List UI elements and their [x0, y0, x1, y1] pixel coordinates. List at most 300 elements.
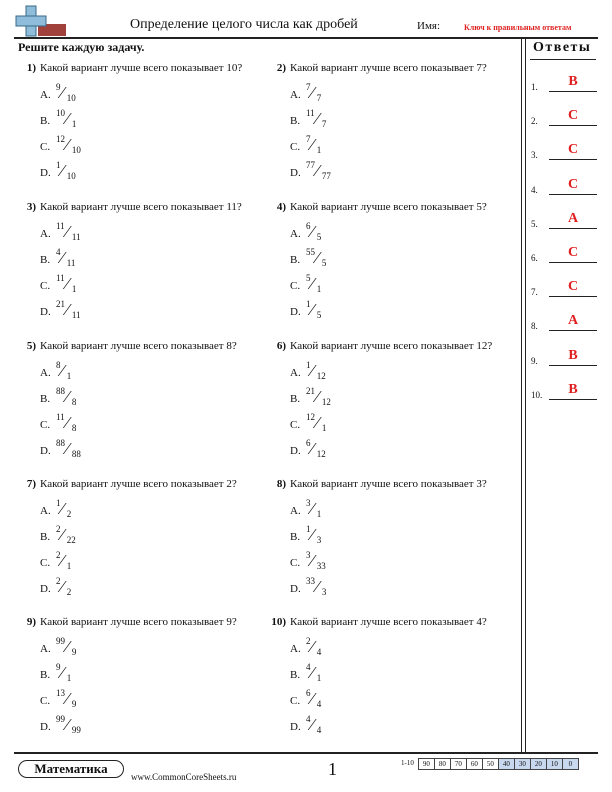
fraction-numerator: 3 — [306, 498, 311, 508]
answer-number: 3. — [531, 150, 538, 161]
answer-letter: C — [567, 245, 579, 260]
option-letter: D. — [290, 306, 301, 318]
fraction-numerator: 21 — [306, 386, 315, 396]
answer-key-label: Ключ к правильным ответам — [464, 23, 572, 32]
answer-option — [290, 688, 450, 710]
fraction-numerator: 2 — [306, 636, 311, 646]
fraction-numerator: 11 — [56, 412, 65, 422]
option-letter: A. — [290, 367, 301, 379]
fraction-denominator: 10 — [71, 145, 81, 155]
fraction — [56, 82, 116, 106]
fraction-denominator: 7 — [321, 119, 327, 129]
fraction-numerator: 2 — [56, 524, 61, 534]
question-number: 4) — [276, 201, 286, 213]
fraction-slash: ⁄ — [310, 135, 314, 154]
answer-option — [40, 412, 200, 434]
fraction — [56, 576, 116, 600]
fraction-numerator: 7 — [306, 134, 311, 144]
answer-letter: C — [567, 279, 579, 295]
option-letter: A. — [290, 89, 301, 101]
option-letter: B. — [40, 669, 51, 681]
fraction-numerator: 9 — [56, 82, 61, 92]
answer-option — [40, 386, 200, 408]
fraction — [56, 498, 116, 522]
fraction-slash: ⁄ — [65, 413, 69, 432]
option-letter: C. — [290, 557, 301, 569]
fraction — [306, 636, 366, 660]
question-text: Какой вариант лучше всего показывает 10? — [40, 62, 243, 74]
fraction-slash: ⁄ — [310, 689, 314, 708]
answer-option — [290, 247, 450, 269]
question-number: 8) — [276, 478, 286, 490]
fraction-denominator: 12 — [316, 371, 326, 381]
option-letter: A. — [40, 228, 51, 240]
fraction-numerator: 33 — [306, 576, 315, 586]
site-url: www.CommonCoreSheets.ru — [131, 772, 237, 782]
answer-letter: C — [567, 108, 579, 124]
score-cell: 0 — [563, 758, 579, 770]
fraction — [306, 299, 366, 323]
fraction-numerator: 11 — [56, 273, 65, 283]
fraction-numerator: 6 — [306, 438, 311, 448]
fraction-numerator: 6 — [306, 688, 311, 698]
answer-blank-line — [549, 262, 597, 263]
fraction-slash: ⁄ — [315, 161, 319, 180]
answer-option — [40, 576, 200, 598]
option-letter: A. — [40, 89, 51, 101]
fraction-slash: ⁄ — [60, 499, 64, 518]
fraction-slash: ⁄ — [65, 689, 69, 708]
answer-option — [290, 662, 450, 684]
fraction-numerator: 6 — [306, 221, 311, 231]
fraction-denominator: 5 — [316, 310, 322, 320]
score-cell: 90 — [418, 758, 435, 770]
answer-option — [40, 524, 200, 546]
fraction-slash: ⁄ — [65, 439, 69, 458]
score-cell: 20 — [531, 758, 547, 770]
option-letter: D. — [40, 306, 51, 318]
fraction-numerator: 12 — [56, 134, 65, 144]
option-letter: C. — [40, 557, 51, 569]
answer-option — [290, 412, 450, 434]
option-letter: D. — [290, 445, 301, 457]
fraction — [56, 273, 116, 297]
option-letter: D. — [290, 721, 301, 733]
option-letter: A. — [40, 367, 51, 379]
answer-option — [290, 386, 450, 408]
answer-key-row — [531, 72, 597, 94]
answer-letter: B — [568, 347, 578, 363]
answer-blank-line — [549, 365, 597, 366]
answer-option — [40, 160, 200, 182]
answer-option — [290, 82, 450, 104]
fraction — [56, 662, 116, 686]
fraction-denominator: 99 — [71, 725, 81, 735]
fraction-numerator: 13 — [56, 688, 65, 698]
fraction-numerator: 7 — [306, 82, 311, 92]
fraction-denominator: 1 — [66, 561, 72, 571]
fraction-numerator: 4 — [56, 247, 61, 257]
answer-option — [290, 636, 450, 658]
fraction-numerator: 9 — [56, 662, 61, 672]
fraction — [306, 576, 366, 600]
fraction-slash: ⁄ — [315, 413, 319, 432]
fraction — [306, 524, 366, 548]
fraction-slash: ⁄ — [310, 551, 314, 570]
question-text: Какой вариант лучше всего показывает 9? — [40, 616, 237, 628]
fraction-slash: ⁄ — [310, 637, 314, 656]
answer-number: 5. — [531, 218, 538, 229]
fraction-denominator: 2 — [66, 587, 72, 597]
answer-key-row — [531, 311, 597, 333]
answer-option — [40, 108, 200, 130]
answer-option — [40, 247, 200, 269]
fraction — [56, 714, 116, 738]
fraction-numerator: 1 — [306, 299, 311, 309]
fraction-slash: ⁄ — [310, 83, 314, 102]
fraction-denominator: 1 — [66, 673, 72, 683]
score-cell: 60 — [467, 758, 483, 770]
fraction-slash: ⁄ — [315, 109, 319, 128]
answer-letter: A — [567, 210, 579, 226]
page-number: 1 — [328, 759, 337, 779]
fraction-denominator: 5 — [316, 232, 322, 242]
fraction — [306, 82, 366, 106]
answer-blank-line — [549, 125, 597, 126]
fraction-slash: ⁄ — [315, 577, 319, 596]
fraction-slash: ⁄ — [65, 274, 69, 293]
answer-key-row — [531, 346, 597, 368]
answer-option — [40, 688, 200, 710]
score-cell: 50 — [483, 758, 499, 770]
answer-option — [40, 221, 200, 243]
option-letter: D. — [40, 721, 51, 733]
answer-letter: B — [568, 381, 578, 397]
fraction-denominator: 1 — [71, 284, 77, 294]
option-letter: B. — [290, 115, 301, 127]
option-letter: C. — [290, 141, 301, 153]
fraction-denominator: 11 — [66, 258, 76, 268]
fraction-numerator: 99 — [56, 714, 65, 724]
answer-option — [290, 714, 450, 736]
question-number: 3) — [26, 201, 36, 213]
answer-number: 10. — [531, 389, 543, 400]
fraction-slash: ⁄ — [60, 248, 64, 267]
fraction-slash: ⁄ — [310, 439, 314, 458]
fraction — [306, 438, 366, 462]
fraction — [56, 438, 116, 462]
answers-title: Ответы — [533, 40, 592, 55]
fraction-denominator: 1 — [316, 284, 322, 294]
fraction — [56, 550, 116, 574]
fraction-denominator: 12 — [321, 397, 331, 407]
fraction-slash: ⁄ — [60, 161, 64, 180]
fraction-denominator: 8 — [71, 397, 77, 407]
fraction — [306, 412, 366, 436]
brand-badge: Математика — [18, 760, 124, 778]
option-letter: B. — [40, 531, 51, 543]
answer-option — [40, 550, 200, 572]
fraction — [306, 386, 366, 410]
option-letter: A. — [40, 505, 51, 517]
option-letter: C. — [290, 419, 301, 431]
fraction-numerator: 12 — [306, 412, 315, 422]
answer-option — [290, 576, 450, 598]
option-letter: C. — [40, 419, 51, 431]
answer-option — [40, 714, 200, 736]
question-text: Какой вариант лучше всего показывает 5? — [290, 201, 487, 213]
answer-key-row — [531, 243, 597, 265]
answer-option — [290, 299, 450, 321]
fraction-denominator: 1 — [71, 119, 77, 129]
answer-option — [290, 221, 450, 243]
fraction-slash: ⁄ — [65, 387, 69, 406]
fraction-denominator: 1 — [316, 673, 322, 683]
answer-option — [40, 299, 200, 321]
fraction — [306, 247, 366, 271]
answer-option — [290, 524, 450, 546]
fraction-denominator: 77 — [321, 171, 331, 181]
fraction-slash: ⁄ — [310, 499, 314, 518]
fraction-slash: ⁄ — [65, 715, 69, 734]
name-label: Имя: — [417, 20, 441, 32]
fraction-numerator: 11 — [56, 221, 65, 231]
answer-letter: A — [567, 313, 579, 329]
answer-number: 2. — [531, 116, 538, 127]
fraction-numerator: 11 — [306, 108, 315, 118]
fraction-denominator: 4 — [316, 647, 322, 657]
fraction-denominator: 8 — [71, 423, 77, 433]
fraction — [306, 688, 366, 712]
fraction-numerator: 99 — [56, 636, 65, 646]
question-number: 2) — [276, 62, 286, 74]
question-number: 10) — [271, 616, 286, 628]
answer-option — [290, 550, 450, 572]
answer-option — [40, 636, 200, 658]
fraction — [56, 412, 116, 436]
answer-option — [290, 108, 450, 130]
option-letter: B. — [290, 393, 301, 405]
fraction — [306, 273, 366, 297]
score-cell: 30 — [515, 758, 531, 770]
option-letter: B. — [290, 254, 301, 266]
question-text: Какой вариант лучше всего показывает 7? — [290, 62, 487, 74]
score-cell: 40 — [499, 758, 515, 770]
footer-rule — [14, 752, 598, 754]
answers-title-rule — [530, 59, 596, 60]
fraction — [306, 160, 366, 184]
fraction-denominator: 1 — [316, 509, 322, 519]
answer-option — [290, 498, 450, 520]
fraction-numerator: 88 — [56, 438, 65, 448]
answer-letter: C — [567, 176, 579, 192]
fraction-slash: ⁄ — [65, 135, 69, 154]
option-letter: A. — [290, 228, 301, 240]
fraction-numerator: 4 — [306, 662, 311, 672]
fraction-denominator: 1 — [316, 145, 322, 155]
answer-letter: B — [568, 74, 578, 89]
option-letter: B. — [40, 115, 51, 127]
answer-number: 7. — [531, 287, 538, 298]
option-letter: D. — [40, 167, 51, 179]
fraction — [56, 360, 116, 384]
fraction-denominator: 11 — [71, 232, 81, 242]
option-letter: B. — [290, 531, 301, 543]
answer-option — [290, 438, 450, 460]
answer-blank-line — [549, 228, 597, 229]
fraction — [306, 498, 366, 522]
answer-blank-line — [549, 194, 597, 195]
fraction-denominator: 12 — [316, 449, 326, 459]
fraction-numerator: 1 — [306, 524, 311, 534]
question-number: 7) — [26, 478, 36, 490]
answer-letter: C — [567, 142, 579, 158]
fraction-slash: ⁄ — [60, 361, 64, 380]
fraction — [306, 360, 366, 384]
fraction-denominator: 1 — [321, 423, 327, 433]
fraction-numerator: 55 — [306, 247, 315, 257]
fraction — [56, 636, 116, 660]
answer-option — [40, 134, 200, 156]
fraction-numerator: 10 — [56, 108, 65, 118]
option-letter: D. — [290, 167, 301, 179]
fraction-denominator: 88 — [71, 449, 81, 459]
fraction-slash: ⁄ — [65, 109, 69, 128]
fraction — [306, 108, 366, 132]
question-text: Какой вариант лучше всего показывает 8? — [40, 340, 237, 352]
fraction-numerator: 88 — [56, 386, 65, 396]
option-letter: A. — [290, 643, 301, 655]
question-text: Какой вариант лучше всего показывает 4? — [290, 616, 487, 628]
answer-option — [290, 273, 450, 295]
question-text: Какой вариант лучше всего показывает 12? — [290, 340, 493, 352]
answer-number: 6. — [531, 253, 538, 263]
fraction-denominator: 2 — [66, 509, 72, 519]
fraction-denominator: 11 — [71, 310, 81, 320]
fraction-denominator: 10 — [66, 171, 76, 181]
question-number: 5) — [26, 340, 36, 352]
option-letter: D. — [40, 445, 51, 457]
answer-option — [290, 160, 450, 182]
option-letter: B. — [40, 393, 51, 405]
option-letter: A. — [290, 505, 301, 517]
fraction — [56, 108, 116, 132]
fraction-numerator: 1 — [56, 160, 61, 170]
answer-option — [290, 360, 450, 382]
fraction — [56, 247, 116, 271]
answer-option — [290, 134, 450, 156]
fraction-slash: ⁄ — [310, 300, 314, 319]
fraction-numerator: 5 — [306, 273, 311, 283]
answer-blank-line — [549, 91, 597, 92]
fraction — [306, 714, 366, 738]
fraction-slash: ⁄ — [310, 361, 314, 380]
option-letter: D. — [290, 583, 301, 595]
fraction-denominator: 22 — [66, 535, 76, 545]
page-title: Определение целого числа как дробей — [130, 17, 358, 32]
fraction — [56, 160, 116, 184]
fraction-numerator: 8 — [56, 360, 61, 370]
option-letter: C. — [40, 695, 51, 707]
fraction-denominator: 3 — [321, 587, 327, 597]
fraction — [56, 299, 116, 323]
fraction-slash: ⁄ — [310, 222, 314, 241]
answer-number: 1. — [531, 82, 538, 92]
score-label: 1-10 — [401, 759, 414, 767]
question-number: 9) — [26, 616, 36, 628]
fraction-denominator: 9 — [71, 647, 77, 657]
fraction-denominator: 4 — [316, 725, 322, 735]
score-cell: 80 — [435, 758, 451, 770]
fraction-denominator: 3 — [316, 535, 322, 545]
option-letter: C. — [40, 141, 51, 153]
fraction — [56, 386, 116, 410]
option-letter: B. — [290, 669, 301, 681]
option-letter: D. — [40, 583, 51, 595]
fraction — [306, 550, 366, 574]
score-cell: 10 — [547, 758, 563, 770]
answer-key-row — [531, 175, 597, 197]
fraction-numerator: 1 — [306, 360, 311, 370]
fraction — [306, 221, 366, 245]
question-text: Какой вариант лучше всего показывает 2? — [40, 478, 237, 490]
fraction-slash: ⁄ — [315, 248, 319, 267]
answer-blank-line — [549, 330, 597, 331]
option-letter: C. — [290, 695, 301, 707]
answer-key-row — [531, 140, 597, 162]
fraction-slash: ⁄ — [310, 274, 314, 293]
score-table — [398, 758, 579, 770]
option-letter: B. — [40, 254, 51, 266]
fraction — [56, 524, 116, 548]
fraction-numerator: 2 — [56, 550, 61, 560]
question-number: 1) — [26, 62, 36, 74]
fraction-slash: ⁄ — [65, 637, 69, 656]
fraction-slash: ⁄ — [60, 577, 64, 596]
answer-key-row — [531, 380, 597, 402]
fraction-slash: ⁄ — [65, 300, 69, 319]
fraction — [56, 134, 116, 158]
fraction-numerator: 21 — [56, 299, 65, 309]
fraction — [56, 688, 116, 712]
instructions: Решите каждую задачу. — [18, 40, 145, 54]
fraction-denominator: 33 — [316, 561, 326, 571]
answer-option — [40, 360, 200, 382]
fraction-numerator: 3 — [306, 550, 311, 560]
fraction-numerator: 4 — [306, 714, 311, 724]
answer-blank-line — [549, 159, 597, 160]
answer-option — [40, 438, 200, 460]
option-letter: C. — [290, 280, 301, 292]
fraction-slash: ⁄ — [60, 663, 64, 682]
fraction-denominator: 4 — [316, 699, 322, 709]
fraction-denominator: 7 — [316, 93, 322, 103]
fraction — [306, 662, 366, 686]
answer-number: 9. — [531, 355, 538, 366]
fraction-slash: ⁄ — [310, 715, 314, 734]
header-rule — [14, 37, 598, 39]
fraction — [306, 134, 366, 158]
fraction — [56, 221, 116, 245]
fraction-slash: ⁄ — [315, 387, 319, 406]
fraction-denominator: 9 — [71, 699, 77, 709]
question-number: 6) — [276, 340, 286, 352]
answer-number: 8. — [531, 321, 538, 332]
answer-column-divider — [521, 37, 526, 752]
answer-blank-line — [549, 399, 597, 400]
fraction-numerator: 2 — [56, 576, 61, 586]
question-text: Какой вариант лучше всего показывает 11? — [40, 201, 242, 213]
